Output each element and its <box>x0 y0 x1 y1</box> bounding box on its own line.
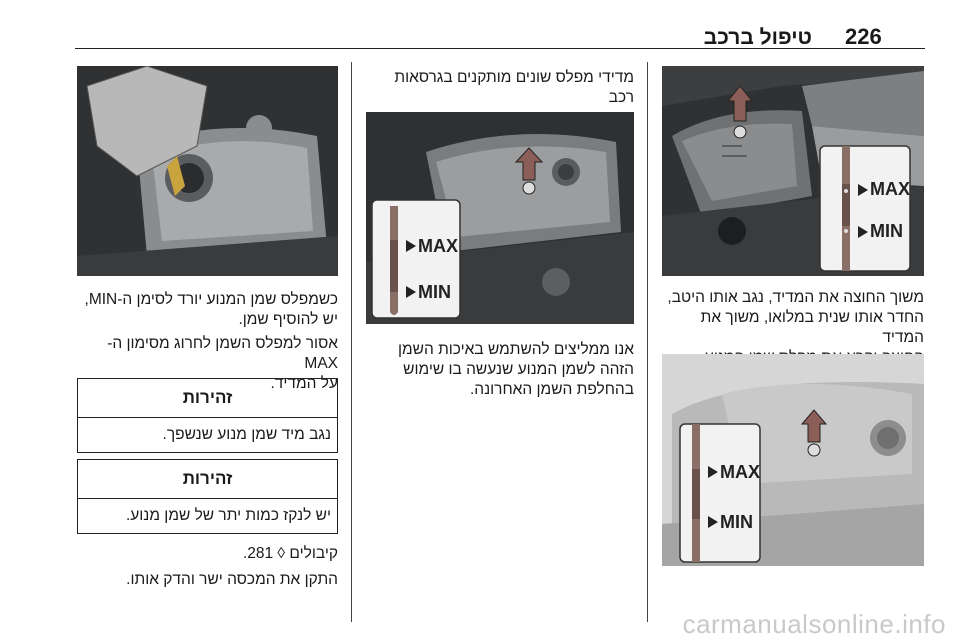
text-line: מדידי מפלס שונים מותקנים בגרסאות רכב <box>394 69 634 106</box>
text-line: משוך החוצה את המדיד, נגב אותו היטב, <box>667 289 924 306</box>
min-label: MIN <box>720 512 753 532</box>
text-line: אסור למפלס השמן לחרוג מסימון ה-MAX <box>107 335 338 372</box>
oil-filling-figure <box>77 66 338 276</box>
min-label: MIN <box>870 221 903 241</box>
page-number: 226 <box>845 24 882 49</box>
capacities-reference[interactable]: קיבולים ◊ 281. <box>242 545 338 562</box>
column-divider <box>351 62 352 622</box>
text-line: יש להוסיף שמן. <box>238 311 338 328</box>
paragraph-fit-cap: התקן את המכסה ישר והדק אותו. <box>126 571 338 588</box>
engine-dipstick-figure-middle <box>366 112 634 324</box>
paragraph-add-oil <box>77 290 338 330</box>
engine-dipstick-figure-bottom <box>662 354 924 566</box>
min-label: MIN <box>418 282 451 302</box>
engine-dipstick-figure-top <box>662 66 924 276</box>
paragraph-oil-quality <box>366 340 634 400</box>
caution-text: יש לנקז כמות יתר של שמן מנוע. <box>125 507 331 524</box>
text-line: אנו ממליצים להשתמש באיכות השמן <box>397 341 634 358</box>
text-line: כשמפלס שמן המנוע יורד לסימן ה-MIN, <box>84 291 338 308</box>
caution-box <box>77 459 338 534</box>
text-line: הזהה לשמן המנוע שנעשה בו שימוש <box>403 361 634 378</box>
caution-heading: זהירות <box>78 460 337 499</box>
caution-text: נגב מיד שמן מנוע שנשפך. <box>162 426 331 443</box>
watermark: carmanualsonline.info <box>682 609 946 639</box>
text-line: החדר אותו שנית במלואו, משוך את המדיד <box>700 309 924 346</box>
max-label: MAX <box>418 236 458 256</box>
text-line: על המדיד. <box>270 375 338 392</box>
max-label: MAX <box>720 462 760 482</box>
caution-heading: זהירות <box>78 379 337 418</box>
max-label: MAX <box>870 179 910 199</box>
caution-box <box>77 378 338 453</box>
header-rule <box>75 48 925 49</box>
page-title: טיפול ברכב <box>703 26 812 49</box>
text-line: בהחלפת השמן האחרונה. <box>469 381 634 398</box>
column-divider <box>647 62 648 622</box>
